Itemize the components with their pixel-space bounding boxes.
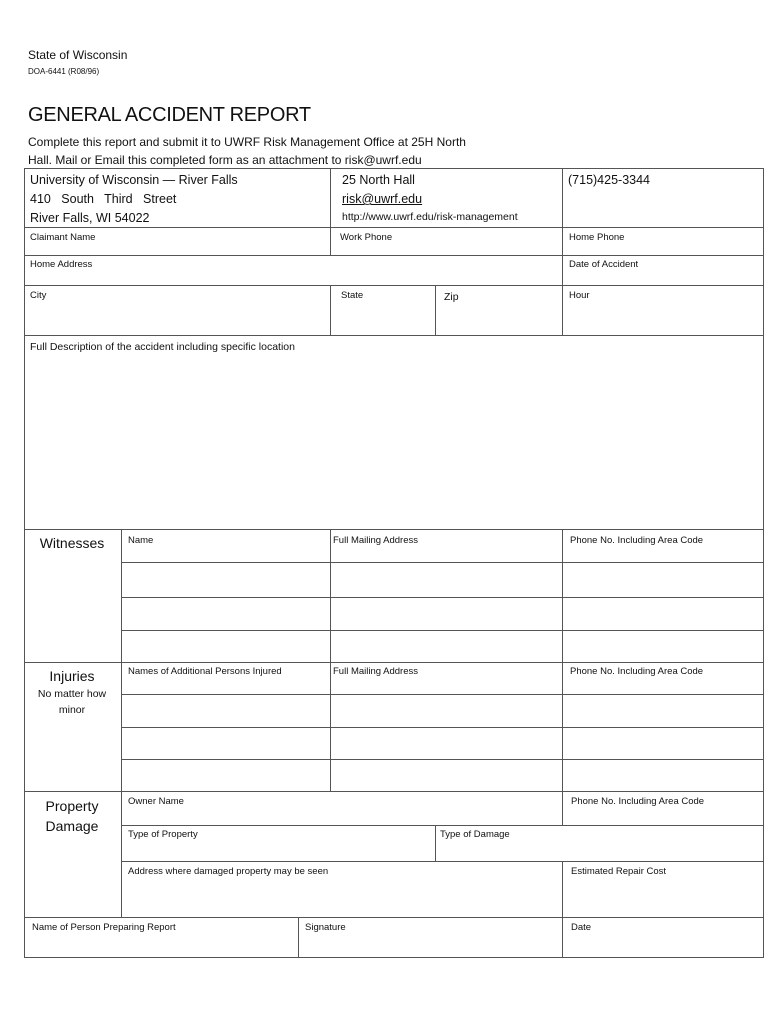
- repair-cost-field[interactable]: Estimated Repair Cost: [571, 866, 667, 877]
- intro-text: [28, 133, 508, 169]
- form-number: DOA-6441 (R08/96): [28, 67, 100, 76]
- office-website: http://www.uwrf.edu/risk-management: [342, 211, 518, 223]
- witnesses-title: Witnesses: [39, 535, 105, 551]
- work-phone-field[interactable]: Work Phone: [340, 232, 393, 243]
- page-title: GENERAL ACCIDENT REPORT: [28, 104, 311, 126]
- home-phone-field[interactable]: Home Phone: [569, 232, 625, 243]
- witness-name-header: Name: [128, 535, 154, 546]
- owner-name-field[interactable]: Owner Name: [128, 796, 184, 807]
- state-label: State of Wisconsin: [28, 48, 128, 62]
- injuries-note: No matter how minor: [37, 688, 107, 716]
- intro-line-1: Complete this report and submit it to UWRF Risk Management Office at 25H North: [28, 135, 466, 149]
- office-email-link[interactable]: risk@uwrf.edu: [342, 192, 423, 206]
- address-seen-field[interactable]: Address where damaged property may be seen: [128, 866, 329, 877]
- owner-phone-field[interactable]: Phone No. Including Area Code: [571, 796, 705, 807]
- state-field[interactable]: State: [341, 290, 364, 301]
- office-street: 410 South Third Street: [30, 192, 177, 206]
- property-title: Property Damage: [45, 798, 99, 834]
- claimant-name-field[interactable]: Claimant Name: [30, 232, 96, 243]
- injured-phone-header: Phone No. Including Area Code: [570, 666, 704, 677]
- date-of-accident-field[interactable]: Date of Accident: [569, 259, 639, 270]
- office-hall: 25 North Hall: [342, 173, 415, 187]
- home-address-field[interactable]: Home Address: [30, 259, 93, 270]
- date-field[interactable]: Date: [571, 922, 592, 933]
- witness-phone-header: Phone No. Including Area Code: [570, 535, 704, 546]
- description-field[interactable]: Full Description of the accident including specific location: [30, 341, 295, 353]
- injured-address-header: Full Mailing Address: [333, 666, 419, 677]
- type-of-damage-field[interactable]: Type of Damage: [440, 829, 510, 840]
- injuries-section-label: [24, 666, 120, 718]
- office-city: River Falls, WI 54022: [30, 211, 150, 225]
- injured-name-header: Names of Additional Persons Injured: [128, 666, 282, 677]
- signature-field[interactable]: Signature: [305, 922, 346, 933]
- property-section-label: [24, 796, 120, 836]
- witness-address-header: Full Mailing Address: [333, 535, 419, 546]
- injuries-title: Injuries: [49, 668, 95, 684]
- intro-line-2: Hall. Mail or Email this completed form as an attachment to risk@uwrf.edu: [28, 153, 422, 167]
- hour-field[interactable]: Hour: [569, 290, 590, 301]
- zip-field[interactable]: Zip: [444, 291, 459, 303]
- office-phone: (715)425-3344: [568, 173, 651, 187]
- city-field[interactable]: City: [30, 290, 47, 301]
- office-name: University of Wisconsin — River Falls: [30, 173, 238, 187]
- preparer-name-field[interactable]: Name of Person Preparing Report: [32, 922, 176, 933]
- type-of-property-field[interactable]: Type of Property: [128, 829, 198, 840]
- witnesses-section-label: [24, 533, 120, 553]
